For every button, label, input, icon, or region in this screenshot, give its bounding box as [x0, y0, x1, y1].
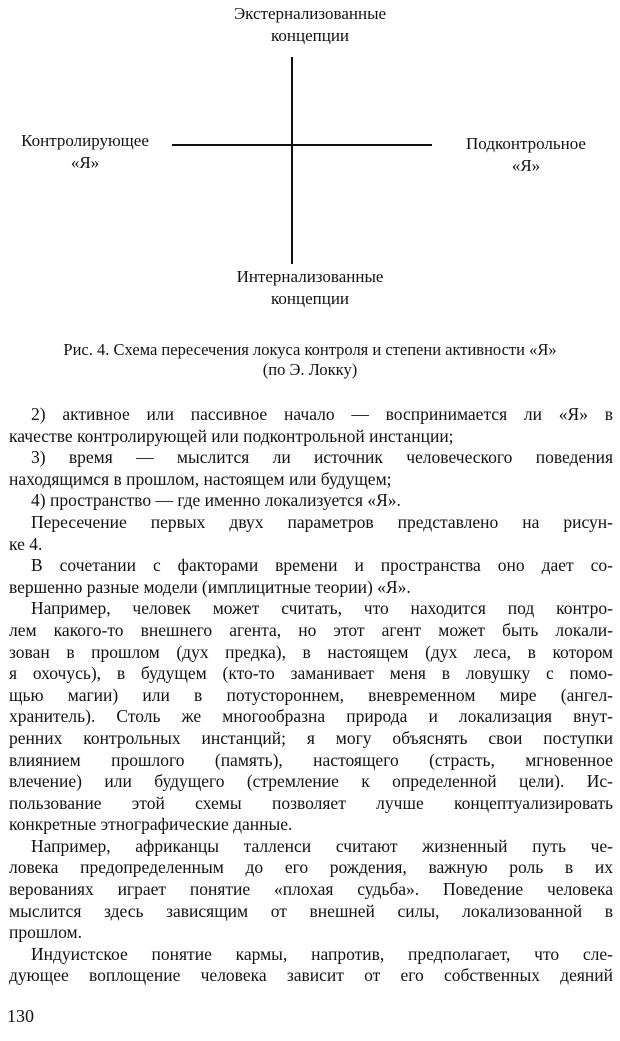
text-line: Например, человек может считать, что находится под контро- — [31, 598, 613, 619]
left-axis-label — [0, 130, 170, 174]
vertical-axis — [291, 57, 293, 264]
text-line: Пересечение первых двух параметров представлено на рисун- — [31, 511, 613, 532]
text-line: Индуистское понятие кармы, напротив, предполагает, что сле- — [31, 943, 613, 964]
text-line: мыслится здесь зависящим от внешней силы, локализованной в — [9, 900, 613, 921]
text-line: находящимся в прошлом, настоящем или будущем; — [9, 468, 392, 489]
bottom-axis-label-line-1: Интернализованные — [236, 267, 384, 286]
text-line: качестве контролирующей или подконтрольной инстанции; — [9, 425, 454, 446]
text-line: конкретные этнографические данные. — [9, 814, 293, 835]
text-line: щью магии) или в потустороннем, вневременном мире (ангел- — [9, 684, 613, 705]
text-line: лем какого-то внешнего агента, но этот агент может быть локали- — [9, 619, 613, 640]
text-line: ке 4. — [9, 533, 43, 554]
text-line: ловека предопределенным до его рождения, важную роль в их — [9, 857, 613, 878]
text-line: верованиях играет понятие «плохая судьба». Поведение человека — [9, 879, 613, 900]
right-axis-label-line-1: Подконтрольное — [466, 134, 586, 153]
figure-caption — [0, 340, 620, 380]
text-line: 3) время — мыслится ли источник человеческого поведения — [31, 447, 613, 468]
figure-caption-line-1: Рис. 4. Схема пересечения локуса контроля и степени активности «Я» — [63, 340, 557, 359]
top-axis-label-line-1: Экстернализованные — [233, 4, 387, 23]
left-axis-label-line-2: «Я» — [70, 153, 100, 172]
text-line: пользование этой схемы позволяет лучше концептуализировать — [9, 792, 613, 813]
figure-caption-line-2: (по Э. Локку) — [262, 360, 358, 379]
body-text — [9, 404, 613, 987]
text-line: прошлом. — [9, 922, 82, 943]
text-line: 4) пространство — где именно локализуется «Я». — [31, 490, 401, 511]
text-line: вершенно разные модели (имплицитные теории) «Я». — [9, 576, 411, 597]
left-axis-label-line-1: Контролирующее — [21, 131, 149, 150]
right-axis-label — [432, 133, 620, 177]
right-axis-label-line-2: «Я» — [511, 156, 541, 175]
page-number: 130 — [7, 1006, 34, 1026]
text-line: влиянием прошлого (память), настоящего (страсть, мгновенное — [9, 749, 613, 770]
top-axis-label-line-2: концепции — [270, 26, 350, 45]
bottom-axis-label-line-2: концепции — [270, 289, 350, 308]
bottom-axis-label — [160, 266, 460, 310]
text-line: дующее воплощение человека зависит от его собственных деяний — [9, 965, 613, 986]
text-line: ренних контрольных инстанций; я могу объяснять свои поступки — [9, 727, 613, 748]
text-line: я охочусь), в будущем (кто-то заманивает меня в ловушку с помо- — [9, 663, 613, 684]
text-line: В сочетании с факторами времени и пространства оно дает со- — [31, 555, 613, 576]
horizontal-axis — [172, 144, 432, 146]
text-line: хранитель). Столь же многообразна природа и локализация внут- — [9, 706, 613, 727]
top-axis-label — [160, 3, 460, 47]
text-line: зован в прошлом (дух предка), в настоящем (дух леса, в котором — [9, 641, 613, 662]
text-line: Например, африканцы талленси считают жизненный путь че- — [31, 835, 613, 856]
text-line: влечение) или будущего (стремление к определенной цели). Ис- — [9, 771, 613, 792]
text-line: 2) активное или пассивное начало — воспринимается ли «Я» в — [31, 404, 613, 424]
